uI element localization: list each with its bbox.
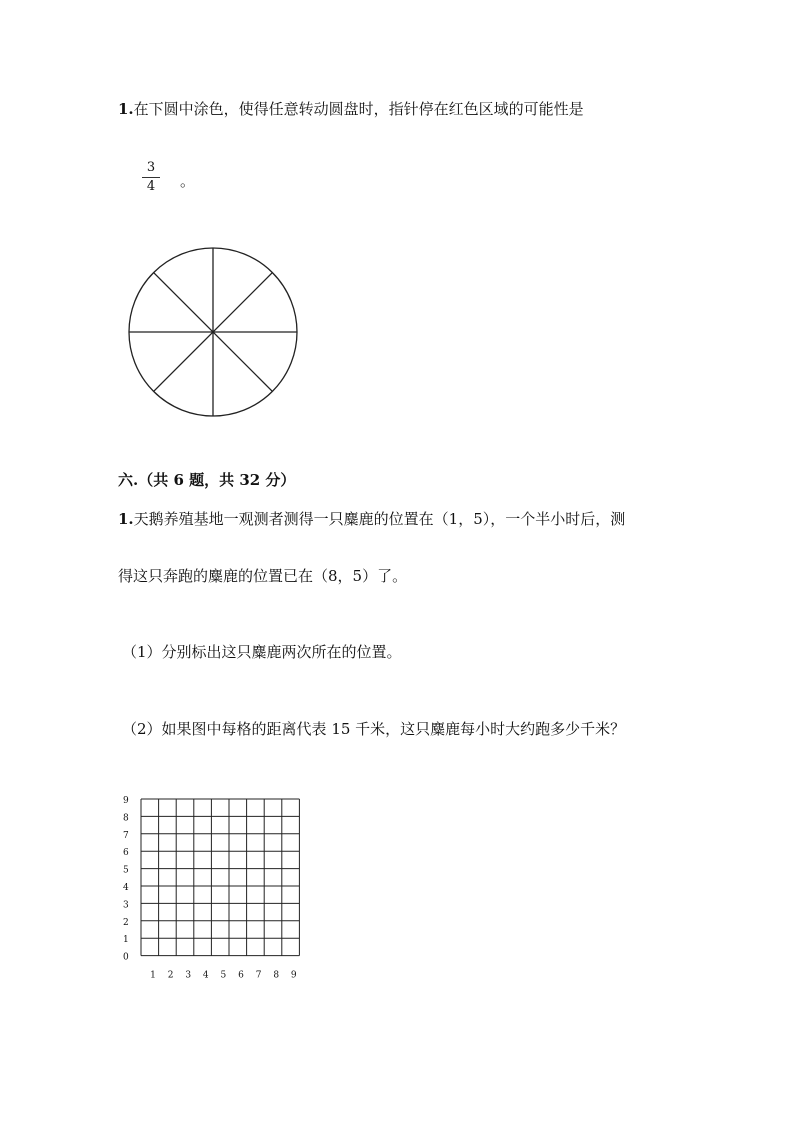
question-2-line2: 得这只奔跑的麋鹿的位置已在（8，5）了。: [118, 567, 408, 585]
fraction-bar: [142, 177, 160, 178]
x-tick-label: 1: [150, 970, 156, 980]
question-2-part1: （1）分别标出这只麋鹿两次所在的位置。: [122, 643, 402, 661]
y-tick-label: 2: [123, 917, 129, 928]
question-number: 1.: [118, 100, 134, 118]
answer-fraction: [142, 160, 160, 195]
fraction-denominator: 4: [146, 179, 156, 194]
y-tick-label: 9: [123, 796, 129, 806]
question-2-line1: [118, 508, 625, 529]
question-2-part2: （2）如果图中每格的距离代表 15 千米，这只麋鹿每小时大约跑多少千米？: [122, 720, 626, 738]
question-text: 在下圆中涂色，使得任意转动圆盘时，指针停在红色区域的可能性是: [133, 100, 584, 118]
x-tick-label: 6: [238, 970, 244, 980]
x-tick-label: 7: [255, 970, 262, 980]
x-tick-label: 2: [167, 970, 174, 980]
x-tick-label: 4: [202, 970, 209, 980]
question-1: [118, 98, 584, 119]
y-tick-label: 4: [123, 883, 129, 893]
y-tick-label: 1: [123, 935, 129, 946]
fraction-numerator: 3: [146, 160, 156, 175]
y-tick-label: 5: [123, 865, 129, 876]
spinner-circle[interactable]: [120, 242, 306, 428]
question-text: 天鹅养殖基地一观测者测得一只麋鹿的位置在（1，5），一个半小时后，测: [133, 510, 626, 528]
y-tick-label: 8: [123, 813, 129, 824]
x-tick-label: 5: [220, 970, 227, 980]
section-heading: 六.（共 6 题，共 32 分）: [118, 471, 296, 489]
y-tick-label: 0: [123, 952, 129, 963]
question-number: 1.: [118, 510, 134, 528]
answer-period: 。: [180, 172, 196, 190]
x-tick-label: 3: [185, 970, 192, 980]
coordinate-grid[interactable]: [118, 790, 318, 980]
y-tick-label: 7: [123, 830, 129, 841]
y-tick-label: 3: [123, 900, 129, 911]
y-tick-label: 6: [123, 848, 129, 859]
x-tick-label: 8: [273, 970, 280, 980]
x-tick-label: 9: [290, 970, 297, 980]
